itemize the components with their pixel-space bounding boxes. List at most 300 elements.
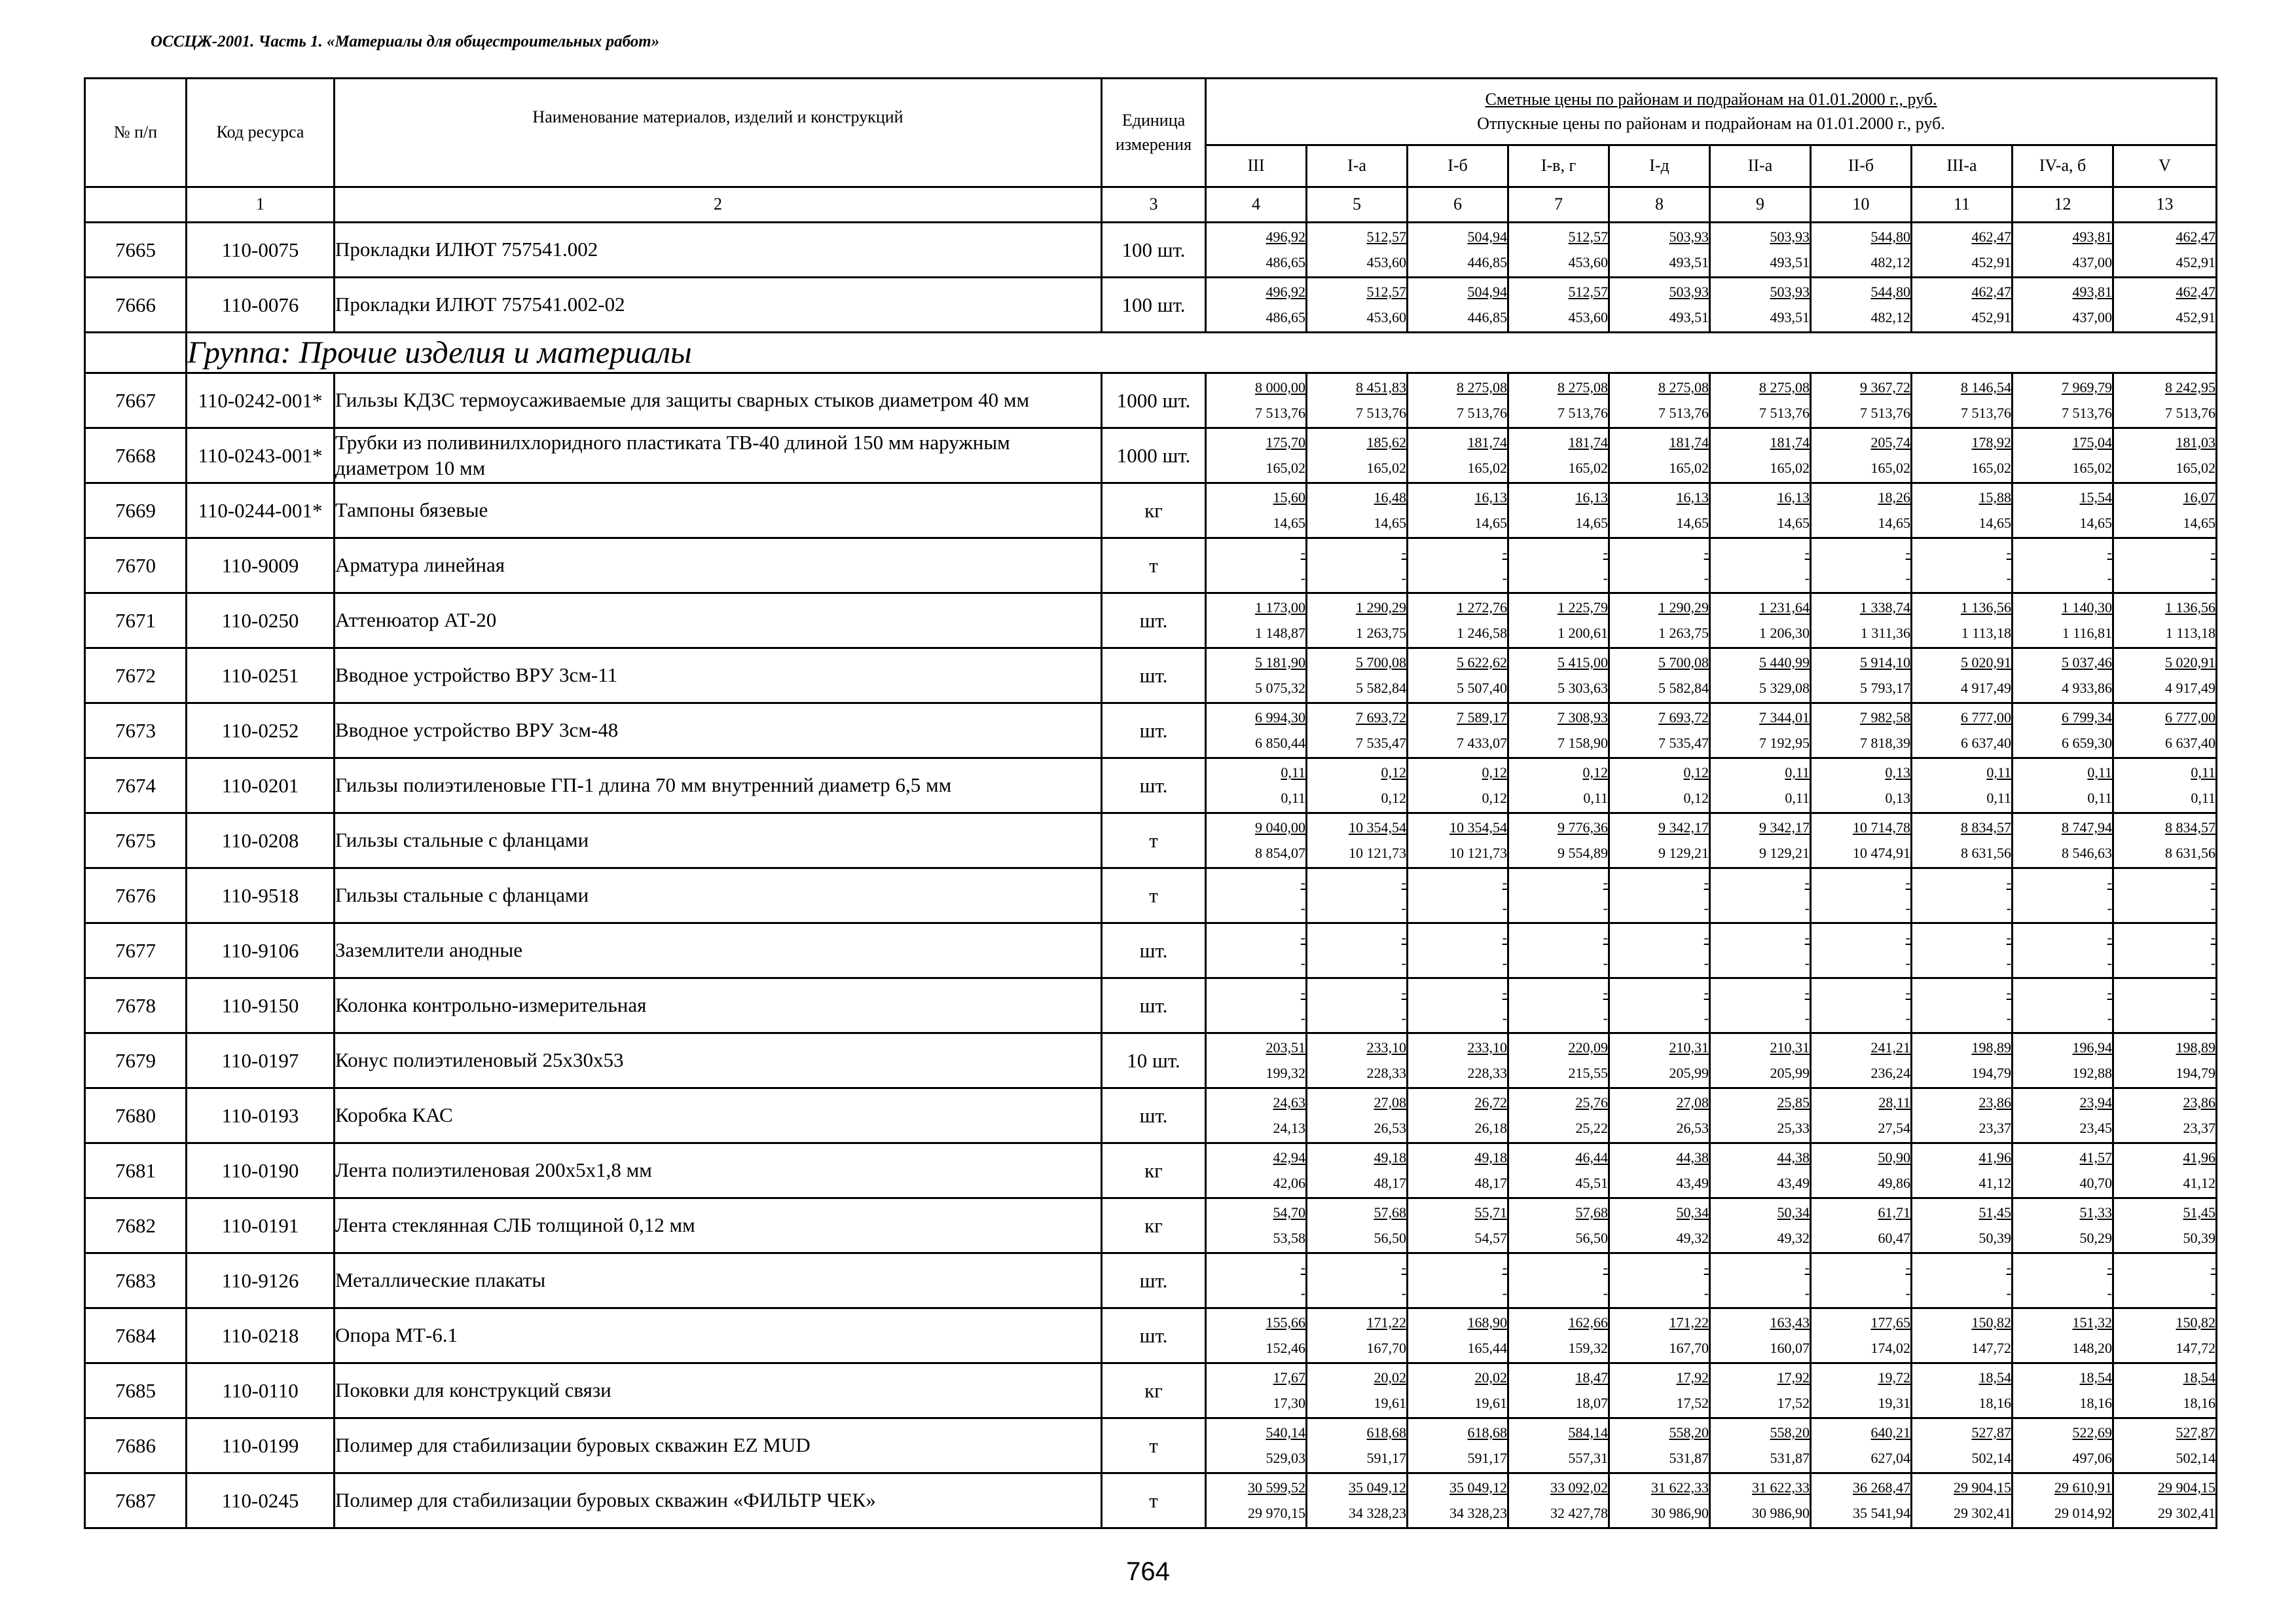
release-price: 1 311,36 [1860,624,1910,641]
release-price: 26,53 [1374,1119,1406,1136]
price-cell [1307,1308,1408,1363]
material-name: Лента стеклянная СЛБ толщиной 0,12 мм [335,1198,1102,1253]
estimated-price: 0,11 [1785,764,1810,781]
price-cell [1508,1253,1609,1308]
release-price: - [1300,899,1305,916]
release-price: - [2107,1284,2112,1301]
estimated-price: - [1300,874,1305,891]
estimated-price: 544,80 [1870,229,1910,245]
estimated-price: 155,66 [1266,1314,1305,1331]
release-price: 14,65 [2079,514,2112,531]
estimated-price: 462,47 [2176,284,2216,300]
price-cell [1408,373,1508,428]
estimated-price: 5 622,62 [1457,654,1507,671]
material-name: Коробка КАС [335,1088,1102,1143]
price-cell [2113,1143,2217,1198]
unit-of-measure: кг [1102,1198,1206,1253]
estimated-price: - [1905,1259,1910,1276]
price-cell [1710,868,1811,923]
estimated-price: 175,70 [1266,434,1305,451]
estimated-price: 196,94 [2072,1039,2112,1056]
price-cell [1307,428,1408,483]
price-cell [1307,923,1408,978]
release-price: 228,33 [1467,1064,1507,1081]
estimated-price: 8 834,57 [2165,819,2216,836]
price-cell [2013,813,2113,868]
estimated-price: - [1502,1259,1507,1276]
release-price: 591,17 [1467,1449,1507,1466]
price-cell [1710,1033,1811,1088]
material-name: Конус полиэтиленовый 25х30х53 [335,1033,1102,1088]
price-cell [2113,1088,2217,1143]
estimated-price: 50,34 [1777,1204,1810,1221]
price-cell [1912,758,2013,813]
estimated-price: 168,90 [1467,1314,1507,1331]
price-table [84,77,2217,1529]
price-cell [1609,593,1710,648]
resource-code: 110-0250 [187,593,335,648]
estimated-price: 178,92 [1971,434,2011,451]
price-cell [1307,223,1408,278]
estimated-price: 527,87 [2176,1424,2216,1441]
price-cell [1811,813,1912,868]
release-price: 17,30 [1273,1394,1305,1411]
table-row [85,1198,2217,1253]
release-price: 54,57 [1474,1229,1507,1246]
column-number [85,187,187,223]
release-price: 23,37 [1978,1119,2011,1136]
release-price: 1 113,18 [2165,624,2216,641]
table-row [85,923,2217,978]
release-price: 7 513,76 [2062,404,2112,421]
release-price: 10 474,91 [1853,844,1910,861]
release-price: - [1300,1009,1305,1026]
estimated-price: 618,68 [1366,1424,1406,1441]
price-cell [1912,703,2013,758]
material-name: Тампоны бязевые [335,483,1102,538]
release-price: 1 116,81 [2062,624,2112,641]
row-number: 7675 [85,813,187,868]
row-number: 7684 [85,1308,187,1363]
price-cell [1609,1088,1710,1143]
release-price: - [1603,954,1608,971]
price-cell [1206,1088,1307,1143]
estimated-price: 46,44 [1575,1149,1608,1166]
resource-code: 110-9106 [187,923,335,978]
unit-of-measure: т [1102,1473,1206,1528]
estimated-price: 5 440,99 [1759,654,1810,671]
estimated-price: - [1603,984,1608,1001]
region-header: II-а [1710,145,1811,187]
region-header: I-в, г [1508,145,1609,187]
price-cell [1609,1143,1710,1198]
price-cell [1206,1033,1307,1088]
release-price: 6 637,40 [1961,734,2011,751]
release-price: 452,91 [2176,308,2216,325]
row-number: 7678 [85,978,187,1033]
estimated-price: 10 354,54 [1349,819,1406,836]
region-header: III [1206,145,1307,187]
column-number: 2 [335,187,1102,223]
estimated-price: 540,14 [1266,1424,1305,1441]
price-cell [1508,868,1609,923]
price-cell [2113,868,2217,923]
price-cell [1710,1308,1811,1363]
release-price: 446,85 [1467,308,1507,325]
estimated-price: - [1804,1259,1810,1276]
release-price: 486,65 [1266,253,1305,270]
price-cell [1408,1363,1508,1418]
unit-of-measure: шт. [1102,648,1206,703]
price-cell [1206,703,1307,758]
resource-code: 110-0252 [187,703,335,758]
release-price: 10 121,73 [1349,844,1406,861]
estimated-price: 171,22 [1366,1314,1406,1331]
estimated-price: 7 982,58 [1860,709,1910,726]
estimated-price: - [1905,929,1910,946]
price-cell [1206,868,1307,923]
price-cell [2013,593,2113,648]
estimated-price: 44,38 [1777,1149,1810,1166]
row-number: 7687 [85,1473,187,1528]
price-cell [1912,1473,2013,1528]
material-name: Полимер для стабилизации буровых скважин EZ MUD [335,1418,1102,1473]
release-price: 0,11 [1986,789,2011,806]
estimated-price: 233,10 [1467,1039,1507,1056]
estimated-price: 30 599,52 [1248,1479,1305,1496]
price-cell [2013,223,2113,278]
release-price: 24,13 [1273,1119,1305,1136]
resource-code: 110-9009 [187,538,335,593]
estimated-price: 1 290,29 [1356,599,1406,616]
price-cell [2013,978,2113,1033]
estimated-price: - [2006,1259,2011,1276]
release-price: 26,18 [1474,1119,1507,1136]
column-number: 10 [1811,187,1912,223]
column-number: 5 [1307,187,1408,223]
table-row [85,868,2217,923]
estimated-price: 57,68 [1374,1204,1406,1221]
release-price: 7 433,07 [1457,734,1507,751]
price-cell [1609,758,1710,813]
estimated-price: 50,90 [1878,1149,1910,1166]
column-number: 3 [1102,187,1206,223]
release-price: 1 263,75 [1356,624,1406,641]
region-header: I-б [1408,145,1508,187]
unit-of-measure: 1000 шт. [1102,428,1206,483]
header-unit: Единица измерения [1102,79,1206,187]
release-price: 53,58 [1273,1229,1305,1246]
estimated-price: - [2210,984,2216,1001]
estimated-price: 17,92 [1676,1369,1709,1386]
column-number: 1 [187,187,335,223]
price-cell [1408,1088,1508,1143]
estimated-price: 503,93 [1770,284,1810,300]
release-price: 165,02 [1770,459,1810,476]
price-cell [1206,648,1307,703]
release-price: - [2210,954,2216,971]
row-number: 7666 [85,278,187,333]
row-number: 7672 [85,648,187,703]
estimated-price: 504,94 [1467,229,1507,245]
unit-of-measure: шт. [1102,758,1206,813]
release-price: - [2107,1009,2112,1026]
release-price: 0,13 [1885,789,1910,806]
unit-of-measure: 10 шт. [1102,1033,1206,1088]
price-cell [1609,703,1710,758]
estimated-price: 503,93 [1669,284,1709,300]
estimated-price: - [1905,874,1910,891]
release-price: 26,53 [1676,1119,1709,1136]
price-cell [1912,1198,2013,1253]
estimated-price: 8 275,08 [1658,379,1709,396]
release-price: - [1804,569,1810,586]
release-price: 0,12 [1482,789,1507,806]
price-cell [1408,428,1508,483]
release-price: - [1502,569,1507,586]
estimated-price: 29 904,15 [2158,1479,2216,1496]
price-cell [1710,1253,1811,1308]
price-cell [2013,428,2113,483]
estimated-price: 522,69 [2072,1424,2112,1441]
table-row [85,648,2217,703]
release-price: 23,37 [2183,1119,2216,1136]
price-cell [1609,868,1710,923]
price-cell [1206,1198,1307,1253]
price-cell [1408,1473,1508,1528]
price-cell [1912,538,2013,593]
estimated-price: 51,45 [1978,1204,2011,1221]
release-price: 493,51 [1669,308,1709,325]
caption-estimated-prices: Сметные цены по районам и подрайонам на 01.01.2000 г., руб. [1485,90,1937,109]
price-cell [1206,758,1307,813]
release-price: - [2006,1009,2011,1026]
material-name: Поковки для конструкций связи [335,1363,1102,1418]
table-body [85,223,2217,1528]
price-cell [2013,868,2113,923]
estimated-price: 462,47 [1971,284,2011,300]
estimated-price: - [1401,544,1406,561]
row-number: 7667 [85,373,187,428]
estimated-price: 558,20 [1770,1424,1810,1441]
release-price: 502,14 [2176,1449,2216,1466]
price-cell [1710,923,1811,978]
release-price: 165,02 [1568,459,1608,476]
row-number: 7683 [85,1253,187,1308]
release-price: 167,70 [1669,1339,1709,1356]
price-cell [1508,428,1609,483]
price-cell [1811,223,1912,278]
release-price: 165,02 [1870,459,1910,476]
material-name: Лента полиэтиленовая 200х5х1,8 мм [335,1143,1102,1198]
price-cell [1710,648,1811,703]
estimated-price: 25,85 [1777,1094,1810,1111]
release-price: - [1704,954,1709,971]
estimated-price: - [1300,1259,1305,1276]
price-cell [1710,278,1811,333]
resource-code: 110-0075 [187,223,335,278]
estimated-price: 5 181,90 [1255,654,1305,671]
row-number: 7670 [85,538,187,593]
estimated-price: - [1804,874,1810,891]
estimated-price: 462,47 [1971,229,2011,245]
estimated-price: 31 622,33 [1651,1479,1709,1496]
release-price: - [2210,1009,2216,1026]
estimated-price: 41,96 [2183,1149,2216,1166]
price-cell [2013,923,2113,978]
header-no: № п/п [85,79,187,187]
price-cell [1609,428,1710,483]
price-cell [1609,278,1710,333]
release-price: 6 637,40 [2165,734,2216,751]
price-cell [1307,593,1408,648]
price-cell [1307,1473,1408,1528]
estimated-price: 7 589,17 [1457,709,1507,726]
release-price: 228,33 [1366,1064,1406,1081]
release-price: 529,03 [1266,1449,1305,1466]
price-cell [1609,1363,1710,1418]
price-cell [2013,703,2113,758]
estimated-price: 181,74 [1770,434,1810,451]
estimated-price: 17,67 [1273,1369,1305,1386]
region-header: V [2113,145,2217,187]
price-cell [2113,1473,2217,1528]
price-cell [1206,978,1307,1033]
estimated-price: 5 700,08 [1658,654,1709,671]
estimated-price: 23,94 [2079,1094,2112,1111]
price-cell [1811,1253,1912,1308]
price-cell [1912,1363,2013,1418]
unit-of-measure: шт. [1102,1308,1206,1363]
estimated-price: - [1502,874,1507,891]
estimated-price: 5 020,91 [1961,654,2011,671]
release-price: - [2006,954,2011,971]
table-row [85,223,2217,278]
estimated-price: 0,12 [1683,764,1709,781]
estimated-price: 41,96 [1978,1149,2011,1166]
price-cell [1811,758,1912,813]
material-name: Полимер для стабилизации буровых скважин «ФИЛЬТР ЧЕК» [335,1473,1102,1528]
estimated-price: 1 338,74 [1860,599,1910,616]
estimated-price: 23,86 [1978,1094,2011,1111]
unit-of-measure: т [1102,813,1206,868]
price-cell [1811,593,1912,648]
estimated-price: 1 136,56 [2165,599,2216,616]
release-price: 482,12 [1870,253,1910,270]
table-row [85,1418,2217,1473]
price-cell [1912,593,2013,648]
price-cell [1408,703,1508,758]
release-price: - [2006,899,2011,916]
release-price: 167,70 [1366,1339,1406,1356]
estimated-price: 5 914,10 [1860,654,1910,671]
price-cell [1912,978,2013,1033]
release-price: 14,65 [1978,514,2011,531]
estimated-price: 5 415,00 [1558,654,1608,671]
estimated-price: 20,02 [1374,1369,1406,1386]
price-cell [1609,538,1710,593]
price-cell [1811,868,1912,923]
price-cell [1307,868,1408,923]
estimated-price: 181,74 [1467,434,1507,451]
price-cell [2013,278,2113,333]
price-cell [2113,538,2217,593]
estimated-price: 210,31 [1669,1039,1709,1056]
release-price: 160,07 [1770,1339,1810,1356]
estimated-price: - [1704,984,1709,1001]
release-price: 7 513,76 [1457,404,1507,421]
estimated-price: 0,13 [1885,764,1910,781]
table-row [85,1253,2217,1308]
price-cell [1307,1088,1408,1143]
release-price: 50,29 [2079,1229,2112,1246]
release-price: 49,32 [1676,1229,1709,1246]
release-price: 453,60 [1366,253,1406,270]
estimated-price: - [2210,929,2216,946]
price-cell [2113,373,2217,428]
unit-of-measure: шт. [1102,1253,1206,1308]
row-number: 7669 [85,483,187,538]
price-cell [1912,483,2013,538]
estimated-price: 6 777,00 [1961,709,2011,726]
table-row [85,1143,2217,1198]
price-cell [1307,278,1408,333]
estimated-price: - [2107,984,2112,1001]
release-price: 152,46 [1266,1339,1305,1356]
release-price: 446,85 [1467,253,1507,270]
material-name: Вводное устройство ВРУ 3см-48 [335,703,1102,758]
release-price: - [1300,954,1305,971]
price-cell [1508,813,1609,868]
estimated-price: 57,68 [1575,1204,1608,1221]
table-row [85,483,2217,538]
release-price: 5 582,84 [1356,679,1406,696]
unit-of-measure: т [1102,868,1206,923]
price-cell [1710,223,1811,278]
price-cell [1206,1418,1307,1473]
release-price: 0,12 [1381,789,1406,806]
price-cell [1408,978,1508,1033]
release-price: - [1401,1009,1406,1026]
release-price: 7 513,76 [1759,404,1810,421]
release-price: 486,65 [1266,308,1305,325]
estimated-price: 6 994,30 [1255,709,1305,726]
release-price: - [1300,569,1305,586]
price-cell [1307,1363,1408,1418]
price-cell [2113,1308,2217,1363]
price-cell [2013,538,2113,593]
release-price: 18,16 [2183,1394,2216,1411]
price-cell [2013,1363,2113,1418]
release-price: 50,39 [2183,1229,2216,1246]
release-price: 165,02 [1266,459,1305,476]
release-price: 165,02 [1366,459,1406,476]
price-cell [1811,1473,1912,1528]
release-price: - [1502,1009,1507,1026]
row-number: 7665 [85,223,187,278]
release-price: - [1704,569,1709,586]
resource-code: 110-0251 [187,648,335,703]
table-row [85,278,2217,333]
price-cell [1710,1088,1811,1143]
price-cell [1206,483,1307,538]
price-cell [1710,483,1811,538]
release-price: 453,60 [1366,308,1406,325]
estimated-price: 55,71 [1474,1204,1507,1221]
release-price: 7 513,76 [1658,404,1709,421]
release-price: 41,12 [2183,1174,2216,1191]
price-cell [2113,1198,2217,1253]
